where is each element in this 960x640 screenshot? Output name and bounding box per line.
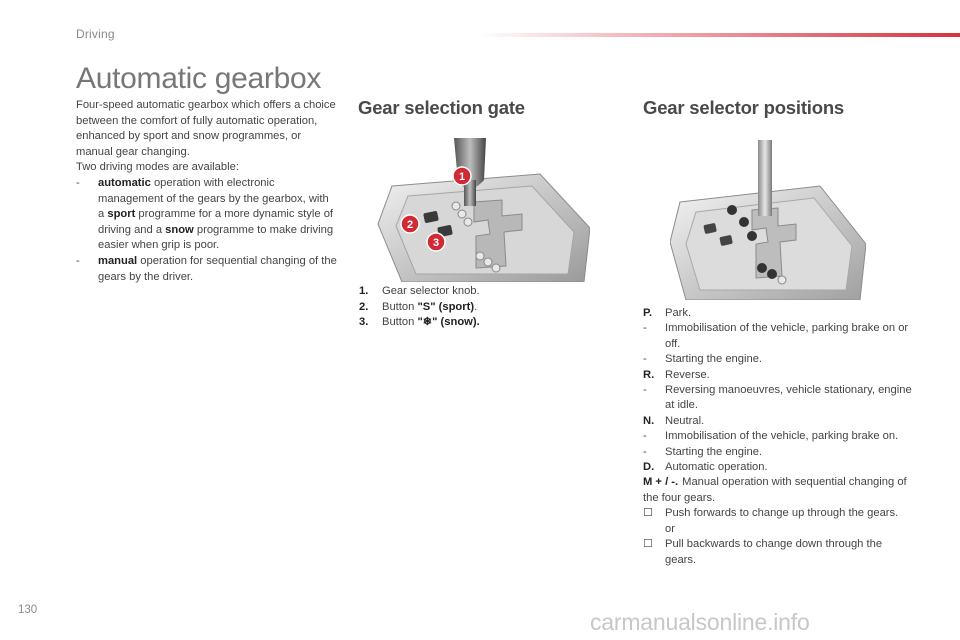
callout-1 (453, 167, 471, 185)
section-label: Driving (76, 27, 115, 41)
bullet-dash: - (76, 176, 80, 189)
position-detail: - Immobilisation of the vehicle, parking brake on or off. (643, 322, 909, 350)
position-detail: - Reversing manoeuvres, vehicle stationary, engine at idle. (643, 384, 912, 412)
intro-paragraph: Four-speed automatic gearbox which offers a choice between the comfort of fully automatic operation, enhanced by sport and snow programmes, or manual gear changing. (76, 99, 336, 158)
gear-positions-illustration (670, 140, 866, 300)
gear-selection-gate-heading: Gear selection gate (358, 97, 525, 118)
bullet-text: manual operation for sequential changing of the gears by the driver. (98, 254, 337, 283)
legend-item: 2. Button "S" (sport). (359, 300, 478, 313)
checkbox-icon: ☐ (643, 507, 654, 520)
position-detail: ☐ Push forwards to change up through the gears. (643, 506, 913, 521)
callout-3 (427, 233, 445, 251)
page-title: Automatic gearbox (76, 62, 322, 95)
position-reverse: R. Reverse. (643, 368, 710, 381)
bullet-manual (76, 254, 338, 285)
legend-item: 3. Button "❄" (snow). (359, 316, 480, 329)
gate-legend (359, 284, 619, 331)
checkbox-icon: ☐ (643, 538, 654, 551)
page-number: 130 (18, 604, 38, 616)
svg-text:2: 2 (406, 219, 414, 231)
gear-gate-illustration (372, 138, 590, 282)
position-detail: - Starting the engine. (643, 353, 763, 366)
bullet-dash: - (76, 254, 80, 267)
positions-list (643, 306, 913, 568)
intro-text (76, 98, 338, 285)
intro-modes: Two driving modes are available: (76, 161, 239, 174)
position-park: P. Park. (643, 307, 692, 319)
svg-text:3: 3 (432, 237, 440, 249)
bullet-automatic (76, 176, 338, 254)
svg-text:1: 1 (458, 171, 466, 183)
position-detail: - Starting the engine. (643, 445, 763, 458)
position-manual: M + / -. Manual operation with sequential changing of the four gears. (643, 476, 907, 504)
position-drive: D. Automatic operation. (643, 461, 768, 474)
gear-selector-positions-heading: Gear selector positions (643, 97, 845, 118)
position-detail: - Immobilisation of the vehicle, parking brake on. (643, 430, 899, 443)
bullet-text: automatic operation with electronic management of the gears by the gearbox, with a sport programme for a more dynamic style of driving and a snow programme to make driving easier when grip is poor. (98, 176, 334, 252)
watermark: carmanualsonline.info (590, 609, 810, 635)
callout-2 (401, 215, 419, 233)
legend-item: 1. Gear selector knob. (359, 285, 480, 297)
position-detail: or (665, 522, 675, 535)
position-detail: ☐ Pull backwards to change down through the gears. (643, 537, 913, 568)
position-neutral: N. Neutral. (643, 414, 705, 427)
header-accent-bar (478, 33, 960, 37)
